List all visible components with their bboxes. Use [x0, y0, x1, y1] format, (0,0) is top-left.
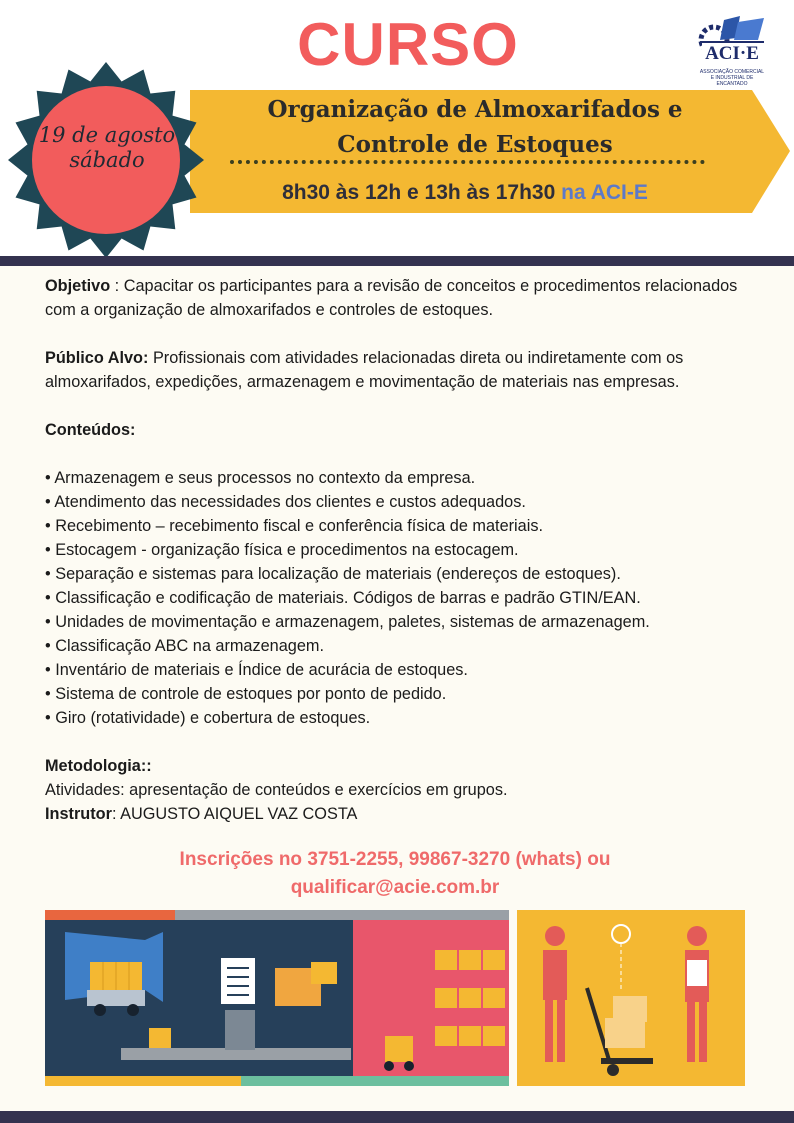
- course-title-line1: Organização de Almoxarifados e: [267, 96, 683, 123]
- signup-info: [60, 846, 730, 902]
- schedule: [230, 181, 700, 205]
- top-divider-bar: [0, 256, 794, 266]
- date-badge-text: [22, 123, 192, 173]
- list-item: • Sistema de controle de estoques por ponto de pedido.: [45, 685, 447, 703]
- dotted-divider: [230, 160, 705, 164]
- list-item: • Atendimento das necessidades dos clientes e custos adequados.: [45, 493, 526, 511]
- schedule-place: na ACI-E: [561, 181, 648, 204]
- logo-subtitle: [697, 69, 767, 87]
- course-title-line2: Controle de Estoques: [337, 131, 613, 158]
- date-line: 19 de agosto: [38, 123, 176, 147]
- signup-email: qualificar@acie.com.br: [290, 877, 500, 898]
- list-item: • Classificação e codificação de materiais. Códigos de barras e padrão GTIN/EAN.: [45, 589, 641, 607]
- course-title: [250, 92, 700, 162]
- course-content: [45, 274, 755, 826]
- instrutor-text: : AUGUSTO AIQUEL VAZ COSTA: [111, 805, 358, 823]
- list-item: • Unidades de movimentação e armazenagem, paletes, sistemas de armazenagem.: [45, 613, 650, 631]
- metodologia-heading: Metodologia::: [45, 757, 152, 775]
- list-item: • Inventário de materiais e Índice de acurácia de estoques.: [45, 661, 468, 679]
- publico-paragraph: [45, 346, 755, 394]
- signup-phone: Inscrições no 3751-2255, 99867-3270 (whats) ou: [179, 849, 611, 870]
- atividades-text: Atividades: apresentação de conteúdos e exercícios em grupos.: [45, 781, 508, 799]
- curso-heading: CURSO: [297, 11, 519, 78]
- schedule-time: 8h30 às 12h e 13h às 17h30: [282, 181, 556, 204]
- publico-text: Profissionais com atividades relacionadas direta ou indiretamente com os almoxarifados, expedições, armazenagem e movimentação de materiais nas empresas.: [45, 349, 684, 391]
- warehouse-illustration: [45, 910, 509, 1086]
- objetivo-label: Objetivo: [45, 277, 111, 295]
- workers-illustration: [517, 910, 745, 1086]
- conteudos-list: [45, 466, 755, 730]
- list-item: • Separação e sistemas para localização de materiais (endereços de estoques).: [45, 565, 621, 583]
- instrutor-label: Instrutor: [45, 805, 112, 823]
- publico-label: Público Alvo:: [45, 349, 149, 367]
- weekday-line: sábado: [69, 148, 145, 172]
- logo-subtitle-line2: E INDUSTRIAL DE ENCANTADO: [710, 75, 754, 87]
- objetivo-text: : Capacitar os participantes para a revisão de conceitos e procedimentos relacionados com a organização de almoxarifados e controles de estoques.: [45, 277, 738, 319]
- logo-name: ACI·E: [705, 43, 759, 64]
- objetivo-paragraph: [45, 274, 755, 322]
- bottom-divider-bar: [0, 1111, 794, 1123]
- list-item: • Armazenagem e seus processos no contexto da empresa.: [45, 469, 476, 487]
- logo-subtitle-line1: ASSOCIAÇÃO COMERCIAL: [699, 69, 765, 75]
- conteudos-heading: Conteúdos:: [45, 421, 136, 439]
- list-item: • Giro (rotatividade) e cobertura de estoques.: [45, 709, 371, 727]
- instrutor-paragraph: [45, 802, 755, 826]
- list-item: • Classificação ABC na armazenagem.: [45, 637, 324, 655]
- list-item: • Estocagem - organização física e procedimentos na estocagem.: [45, 541, 519, 559]
- list-item: • Recebimento – recebimento fiscal e conferência física de materiais.: [45, 517, 543, 535]
